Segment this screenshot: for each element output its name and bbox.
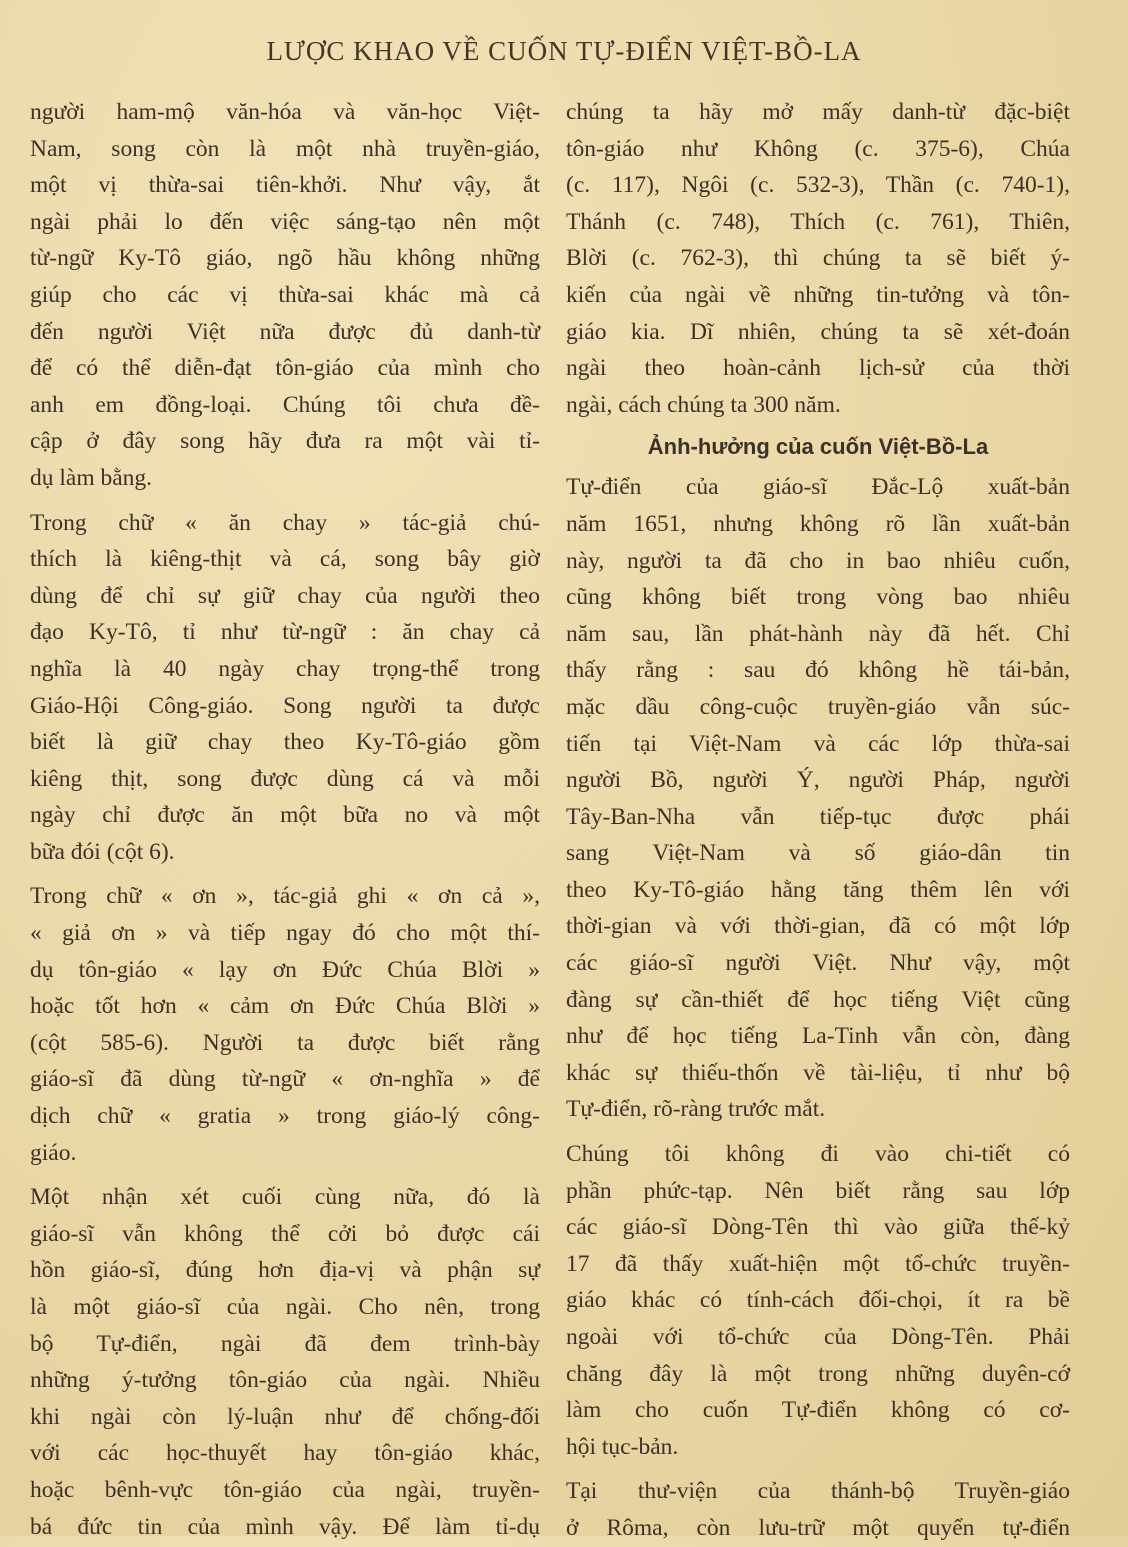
text-line: từ-ngữ Ky-Tô giáo, ngõ hầu không những: [30, 245, 540, 272]
text-line: các giáo-sĩ người Việt. Như vậy, một: [566, 950, 1070, 977]
text-line: đến người Việt nữa được đủ danh-từ: [30, 318, 540, 345]
text-line: người Bồ, người Ý, người Pháp, người: [566, 767, 1070, 794]
text-line: những ý-tưởng tôn-giáo của ngài. Nhiều: [30, 1367, 540, 1394]
text-line: thích là kiêng-thịt và cá, song bây giờ: [30, 546, 540, 573]
text-line: theo Ky-Tô-giáo hằng tăng thêm lên với: [566, 876, 1070, 903]
running-head: LƯỢC KHAO VỀ CUỐN TỰ-ĐIỂN VIỆT-BỒ-LA: [266, 36, 862, 66]
text-line: dịch chữ « gratia » trong giáo-lý công-: [30, 1103, 540, 1130]
text-line: dụ tôn-giáo « lạy ơn Đức Chúa Blời »: [30, 956, 540, 983]
text-line: Một nhận xét cuối cùng nữa, đó là: [30, 1184, 540, 1211]
text-line: là một giáo-sĩ của ngài. Cho nên, trong: [30, 1294, 540, 1320]
text-line: Trong chữ « ăn chay » tác-giả chú-: [30, 509, 540, 536]
text-line: Tại thư-viện của thánh-bộ Truyền-giáo: [566, 1478, 1070, 1505]
text-line: ngài theo hoàn-cảnh lịch-sử của thời: [566, 355, 1070, 382]
text-line: tiến tại Việt-Nam và các lớp thừa-sai: [566, 730, 1070, 757]
text-line: một vị thừa-sai tiên-khởi. Như vậy, ắt: [30, 172, 540, 199]
text-line: giáo.: [30, 1139, 77, 1166]
text-line: làm cho cuốn Tự-điển không có cơ-: [566, 1397, 1070, 1424]
text-line: « giả ơn » và tiếp ngay đó cho một thí-: [30, 920, 540, 947]
right-column: [566, 94, 1070, 1547]
text-line: bữa đói (cột 6).: [30, 838, 175, 865]
paragraph-gap: [30, 1171, 540, 1179]
text-line: ngài, cách chúng ta 300 năm.: [566, 391, 841, 418]
text-line: bá đức tin của mình vậy. Để làm tỉ-dụ: [30, 1513, 540, 1540]
text-line: tôn-giáo như Không (c. 375-6), Chúa: [566, 135, 1070, 162]
text-line: giúp cho các vị thừa-sai khác mà cả: [30, 281, 540, 308]
text-line: 17 đã thấy xuất-hiện một tổ-chức truyền-: [566, 1250, 1070, 1277]
text-line: giáo-sĩ đã dùng từ-ngữ « ơn-nghĩa » để: [30, 1066, 540, 1093]
text-line: sang Việt-Nam và số giáo-dân tin: [566, 840, 1070, 867]
text-line: đàng sự cần-thiết để học tiếng Việt cũng: [566, 986, 1070, 1013]
text-line: (cột 585-6). Người ta được biết rằng: [30, 1029, 540, 1056]
text-line: hoặc tốt hơn « cảm ơn Đức Chúa Blời »: [30, 993, 540, 1020]
paragraph-gap: [566, 1465, 1070, 1473]
text-line: chúng ta hãy mở mấy danh-từ đặc-biệt: [566, 99, 1070, 125]
section-heading: Ảnh-hưởng của cuốn Việt-Bồ-La: [647, 434, 989, 460]
text-line: hội tục-bản.: [566, 1433, 679, 1460]
text-line: (c. 117), Ngôi (c. 532-3), Thần (c. 740-1),: [566, 172, 1070, 199]
paragraph-gap: [30, 870, 540, 878]
text-line: Chúng tôi không đi vào chi-tiết có: [566, 1141, 1070, 1168]
text-line: giáo-sĩ vẫn không thể cởi bỏ được cái: [30, 1220, 540, 1247]
text-line: ngài phải lo đến việc sáng-tạo nên một: [30, 208, 540, 235]
text-line: ở Rôma, còn lưu-trữ một quyển tự-điển: [566, 1514, 1070, 1541]
text-line: năm 1651, nhưng không rõ lần xuất-bản: [566, 510, 1070, 537]
text-line: anh em đồng-loại. Chúng tôi chưa đề-: [30, 391, 540, 418]
text-line: phần phức-tạp. Nên biết rằng sau lớp: [566, 1177, 1070, 1204]
text-line: năm sau, lần phát-hành này đã hết. Chỉ: [566, 620, 1070, 647]
text-line: ngày chỉ được ăn một bữa no và một: [30, 802, 540, 829]
text-line: khác sự thiếu-thốn về tài-liệu, tỉ như bộ: [566, 1059, 1070, 1086]
text-line: hồn giáo-sĩ, đúng hơn địa-vị và phận sự: [30, 1257, 540, 1284]
text-line: cũng không biết trong vòng bao nhiêu: [566, 584, 1070, 611]
text-line: giáo kia. Dĩ nhiên, chúng ta sẽ xét-đoán: [566, 318, 1070, 345]
text-line: như để học tiếng La-Tinh vẫn còn, đàng: [566, 1023, 1070, 1050]
text-line: Tự-điển của giáo-sĩ Đắc-Lộ xuất-bản: [566, 474, 1070, 501]
text-line: thấy rằng : sau đó không hề tái-bản,: [566, 657, 1070, 684]
text-line: Tự-điển, rõ-ràng trước mắt.: [566, 1096, 826, 1123]
text-line: người ham-mộ văn-hóa và văn-học Việt-: [30, 99, 540, 125]
text-line: để có thể diễn-đạt tôn-giáo của mình cho: [30, 355, 540, 382]
text-line: khi ngài còn lý-luận như để chống-đối: [30, 1403, 540, 1430]
text-line: nghĩa là 40 ngày chay trọng-thể trong: [30, 655, 540, 682]
text-line: cập ở đây song hãy đưa ra một vài tỉ-: [30, 428, 540, 455]
text-line: này, người ta đã cho in bao nhiêu cuốn,: [566, 547, 1070, 574]
text-line: mặc dầu công-cuộc truyền-giáo vẫn súc-: [566, 693, 1070, 720]
text-line: Blời (c. 762-3), thì chúng ta sẽ biết ý-: [566, 245, 1070, 272]
text-line: giáo khác có tính-cách đối-chọi, ít ra bề: [566, 1287, 1070, 1314]
text-line: Nam, song còn là một nhà truyền-giáo,: [30, 135, 540, 162]
text-line: các giáo-sĩ Dòng-Tên thì vào giữa thế-kỷ: [566, 1214, 1070, 1241]
text-line: ngoài với tổ-chức của Dòng-Tên. Phải: [566, 1324, 1070, 1350]
text-line: Trong chữ « ơn », tác-giả ghi « ơn cả »,: [30, 883, 540, 910]
text-line: hoặc bênh-vực tôn-giáo của ngài, truyền-: [30, 1476, 540, 1503]
paragraph-gap: [566, 1128, 1070, 1136]
text-line: Giáo-Hội Công-giáo. Song người ta được: [30, 692, 540, 719]
paragraph-gap: [30, 497, 540, 505]
text-line: với các học-thuyết hay tôn-giáo khác,: [30, 1440, 540, 1467]
text-line: biết là giữ chay theo Ky-Tô-giáo gồm: [30, 729, 540, 756]
text-line: chăng đây là một trong những duyên-cớ: [566, 1360, 1070, 1387]
text-line: đạo Ky-Tô, tỉ như từ-ngữ : ăn chay cả: [30, 619, 540, 646]
text-line: dùng để chỉ sự giữ chay của người theo: [30, 582, 540, 609]
text-line: bộ Tự-điển, ngài đã đem trình-bày: [30, 1330, 540, 1357]
text-line: dụ làm bằng.: [30, 464, 153, 491]
text-line: kiêng thịt, song được dùng cá và mỗi: [30, 765, 540, 792]
text-line: Thánh (c. 748), Thích (c. 761), Thiên,: [566, 208, 1070, 235]
text-line: Tây-Ban-Nha vẫn tiếp-tục được phái: [566, 803, 1070, 830]
text-line: thời-gian và với thời-gian, đã có một lớp: [566, 913, 1070, 940]
text-line: kiến của ngài về những tin-tưởng và tôn-: [566, 281, 1070, 308]
left-column: [30, 94, 540, 1545]
